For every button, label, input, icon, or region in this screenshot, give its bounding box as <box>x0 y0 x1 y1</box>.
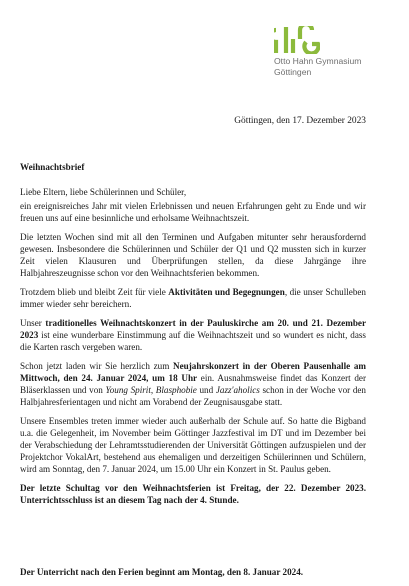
text-span: schon in der Woche vor den Halbjahresferientagen und nicht am Vorabend der Zeugnisausgabe statt. <box>20 385 366 407</box>
text-span: Unser <box>20 318 46 328</box>
letter-body <box>20 161 366 513</box>
letter-title: Weihnachtsbrief <box>20 162 85 172</box>
paragraph-intro: ein ereignisreiches Jahr mit vielen Erlebnissen und neuen Erfahrungen geht zu Ende und wir freuen uns auf eine besinnliche und erholsame Weihnachtszeit. <box>20 201 366 223</box>
paragraph-ensembles: Unsere Ensembles treten immer wieder auch außerhalb der Schule auf. So hatte die Bigband u.a. die Gelegenheit, im November beim Göttinger Jazzfestival im DT und im Dezember bei der Verabschiedung der Lehramtsstudierenden der Universität Göttingen aufzuspielen und der Projektchor VokalArt, bestehend aus ehemaligen und derzeitigen Schülerinnen und Schülern, wird am Sonntag, den 7. Januar 2024, um 15.00 Uhr ein Konzert in St. Paulus geben. <box>20 416 366 474</box>
italic-span: Young Spirit <box>105 385 151 395</box>
text-span: und <box>196 385 216 395</box>
letter-greeting: Liebe Eltern, liebe Schülerinnen und Schüler, <box>20 187 187 197</box>
paragraph-classes-resume <box>20 566 366 578</box>
paragraph-last-school-day <box>20 482 366 506</box>
text-span: , <box>150 385 156 395</box>
bold-span: traditionelles Weihnachtskonzert in der Pauluskirche am 20. und 21. Dezember 2023 <box>20 318 366 340</box>
italic-span: Jazz'aholics <box>215 385 260 395</box>
bold-span: Neujahrskonzert in der Oberen Pausenhalle am Mittwoch, den 24. Januar 2024, um 18 Uhr <box>20 361 367 383</box>
school-name-line2: Göttingen <box>274 66 312 77</box>
paragraph-christmas-concert <box>20 317 366 353</box>
text-span: Schon jetzt laden wir Sie herzlich zum <box>20 361 174 371</box>
text-span: ist eine wunderbare Einstimmung auf die Weihnachtszeit und so wundert es nicht, dass die Karten rasch vergeben waren. <box>20 330 366 352</box>
bold-span: Der <box>20 567 37 577</box>
school-logo <box>274 26 394 77</box>
text-span: ein. Ausnahmsweise findet das Konzert der Bläserklassen und von <box>20 373 366 395</box>
bold-span: Unterricht nach den Ferien beginnt am Montag, den 8. Januar 2024. <box>36 567 304 577</box>
paragraph-new-year-concert <box>20 360 366 408</box>
bold-span: Der <box>20 483 40 493</box>
text-span: Trotzdem blieb und bleibt Zeit für viele <box>20 287 169 297</box>
text-span: , die unser Schulleben immer wieder sehr bereichern. <box>20 287 366 309</box>
bold-span: letzte Schultag vor den Weihnachtsferien ist Freitag, der 22. Dezember 2023. Unterrichtsschluss ist an diesem Tag nach der 4. Stunde. <box>20 483 366 505</box>
italic-span: Blasphobie <box>155 385 197 395</box>
school-name-line1: Otto Hahn Gymnasium <box>274 56 362 66</box>
bold-span: Aktivitäten und Begegnungen <box>168 287 285 297</box>
letter-date: Göttingen, den 17. Dezember 2023 <box>234 116 366 126</box>
school-name <box>274 56 394 77</box>
ohg-logo-mark-icon <box>274 26 320 54</box>
paragraph-challenges: Die letzten Wochen sind mit all den Terminen und Aufgaben mitunter sehr herausfordernd gewesen. Insbesondere die Schülerinnen und Schüler der Q1 und Q2 mussten sich in kurzer Zeit vielen Klausuren und Überprüfungen stellen, da diese Jahrgänge ihre Halbjahreszeugnisse schon vor den Weihnachtsferien bekommen. <box>20 232 366 278</box>
paragraph-activities <box>20 286 366 310</box>
